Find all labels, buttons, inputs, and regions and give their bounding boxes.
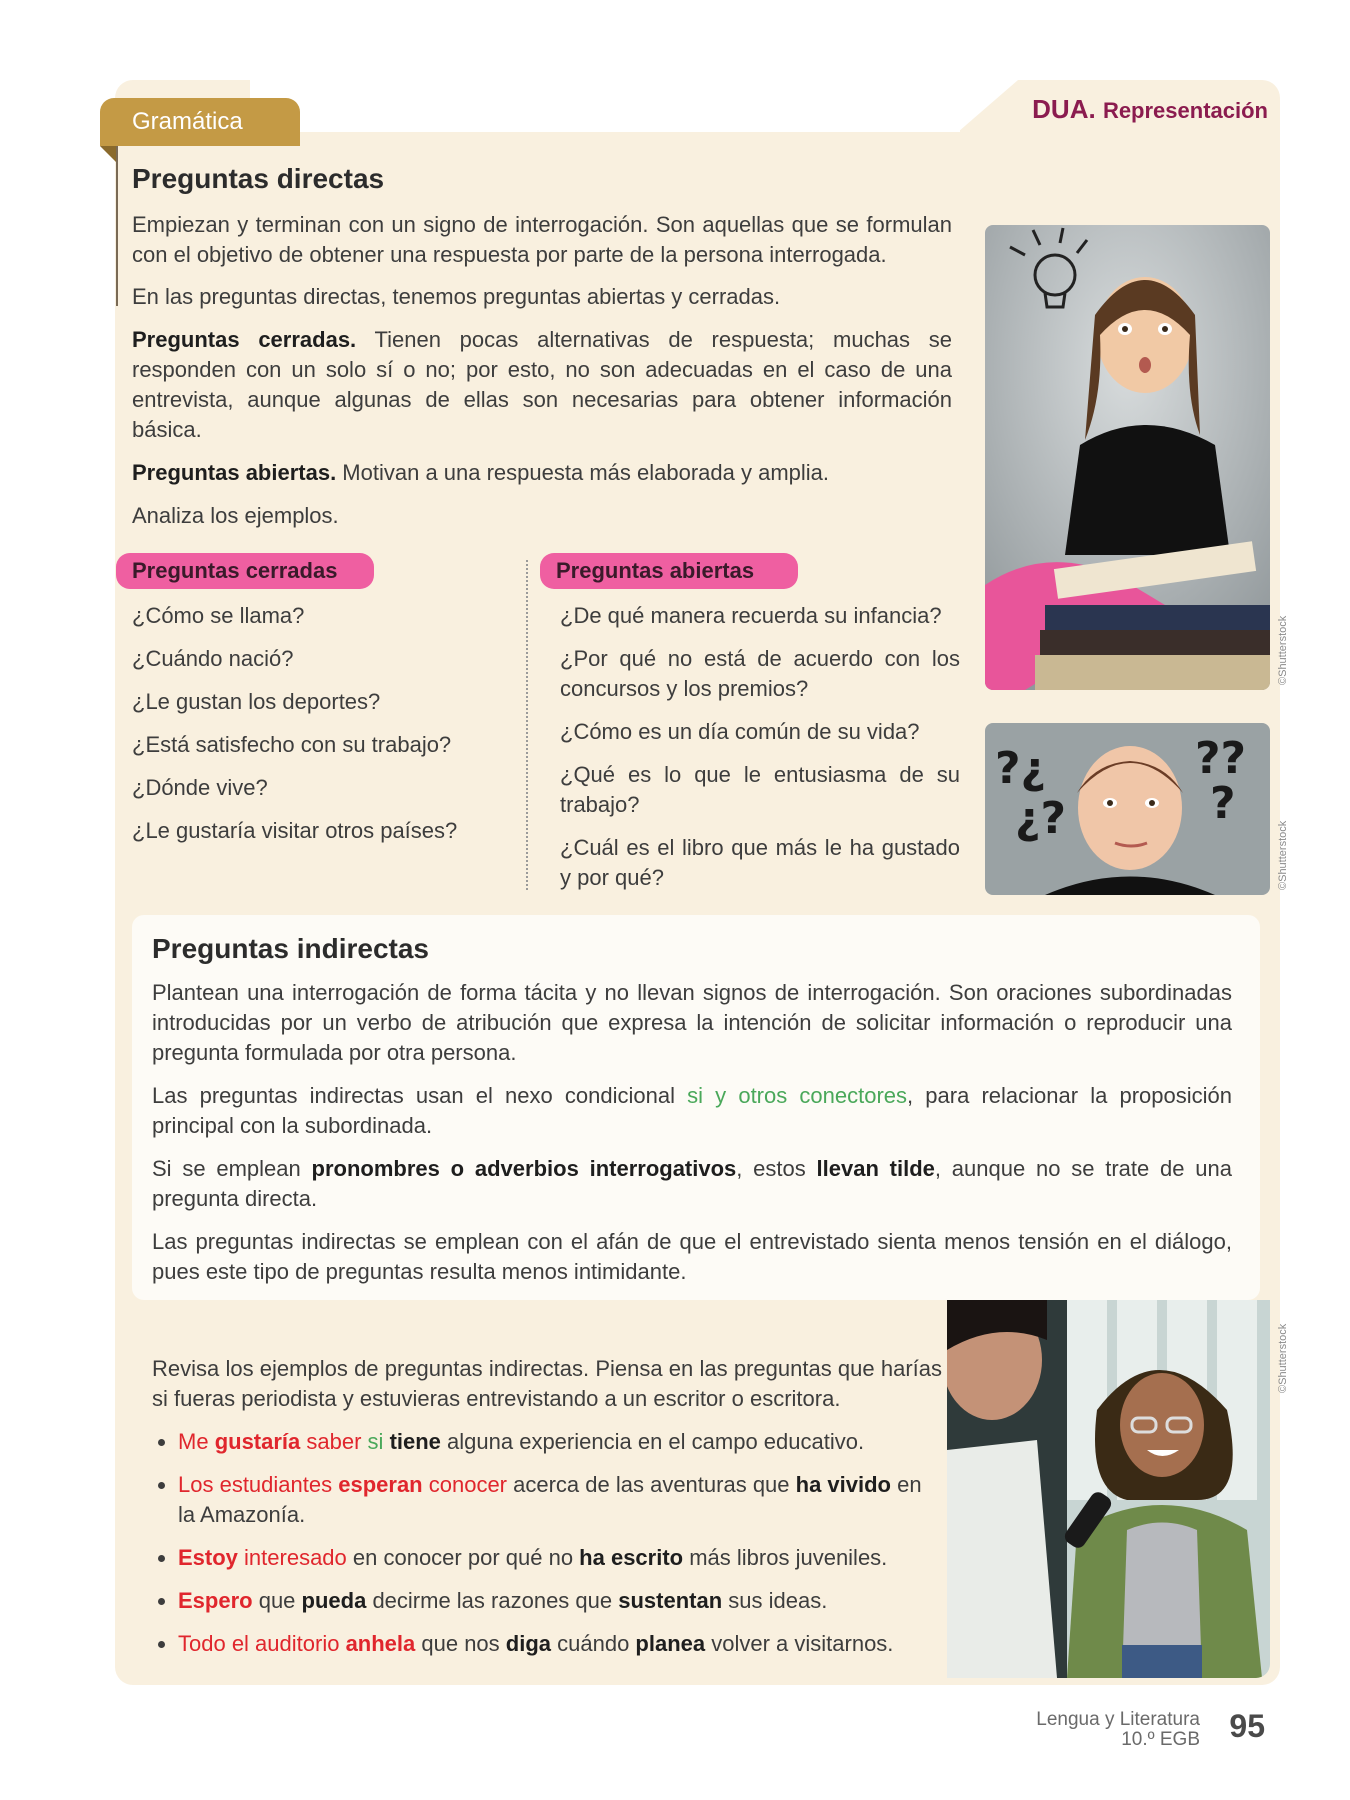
revisa-intro: Revisa los ejemplos de preguntas indirectas. Piensa en las preguntas que harías si fueras periodista y estuvieras entrevistando a un escritor o escritora. [152,1356,942,1411]
ex2-seg: acerca de las aventuras que [507,1472,796,1497]
ex4-seg: pueda [301,1588,367,1613]
ex1-seg: tiene [389,1429,441,1454]
open-question-item: ¿De qué manera recuerda su infancia? [560,603,942,628]
dotted-separator [526,560,528,890]
cerradas-text: Tienen pocas alternativas de respuesta; muchas se responden con un solo sí o no; por esto, no son adecuadas en el caso de una entrevista, aunque algunas de ellas son necesarias para obtener información básica. [132,327,953,442]
closed-question-item: ¿Está satisfecho con su trabajo? [132,732,452,757]
dua-bold: DUA. [1032,94,1096,124]
indirectas-p1: Plantean una interrogación de forma tácita y no llevan signos de interrogación. Son oraciones subordinadas introducidas por un verbo de atribución que expresa la intención de solicitar información o reproducir una pregunta formulada por otra persona. [152,980,1232,1065]
ex4-seg: sustentan [618,1588,723,1613]
directas-p1: Empiezan y terminan con un signo de interrogación. Son aquellas que se formulan con el objetivo de obtener una respuesta por parte de la persona interrogada. [132,212,952,267]
ex5-seg: que nos [415,1631,506,1656]
abiertas-text: Motivan a una respuesta más elaborada y amplia. [336,460,830,485]
ex5-seg: planea [635,1631,706,1656]
directas-p2: En las preguntas directas, tenemos preguntas abiertas y cerradas. [132,284,781,309]
dua-label [1032,94,1268,125]
closed-question-item: ¿Le gustan los deportes? [132,689,381,714]
closed-questions-pill: Preguntas cerradas [116,553,374,589]
ex1-seg: si [367,1429,384,1454]
ex1-seg: saber [300,1429,368,1454]
indirectas-title: Preguntas indirectas [152,933,429,964]
svg-text:?¿: ?¿ [995,743,1047,794]
example-item [178,1470,932,1530]
p3-bold2: llevan tilde [816,1156,935,1181]
ex3-seg: ha escrito [579,1545,684,1570]
open-questions-pill: Preguntas abiertas [540,553,798,589]
ex3-seg: interesado [237,1545,347,1570]
interview-image [947,1300,1270,1678]
closed-question-item: ¿Cuándo nació? [132,646,294,671]
ex4-seg: que [252,1588,302,1613]
girl-lightbulb-photo [985,225,1270,690]
ex2-seg: en la Amazonía. [178,1472,922,1527]
p3-mid: , estos [736,1156,817,1181]
ex3-seg: en conocer por qué no [346,1545,580,1570]
ex5-seg: cuándo [551,1631,636,1656]
ex2-seg: esperan [338,1472,423,1497]
footer-subject: Lengua y Literatura [1036,1709,1200,1730]
indirectas-p4: Las preguntas indirectas se emplean con el afán de que el entrevistado sienta menos tensión en el diálogo, pues este tipo de preguntas resulta menos intimidante. [152,1229,1232,1284]
ex2-seg: Los estudiantes [178,1472,339,1497]
cerradas-paragraph [132,325,952,445]
open-question-item: ¿Qué es lo que le entusiasma de su trabajo? [560,762,960,817]
credit-photo-3: ©Shutterstock [1277,1323,1289,1393]
ex3-seg: más libros juveniles. [683,1545,888,1570]
ex5-seg: Todo el auditorio [178,1631,346,1656]
ex1-seg: alguna experiencia en el campo educativo. [440,1429,865,1454]
p3-bold1: pronombres o adverbios interrogativos [311,1156,737,1181]
abiertas-label: Preguntas abiertas. [132,460,337,485]
p3-end: , aunque no se trate de una pregunta directa. [152,1156,1232,1211]
interview-photo [947,1300,1270,1678]
open-questions-list [560,601,960,906]
ex1-seg: gustaría [214,1429,301,1454]
ex3-seg: Estoy [178,1545,238,1570]
p2-end: , para relacionar la proposición principal con la subordinada. [152,1083,1233,1138]
directas-title: Preguntas directas [132,163,385,194]
top-strip [250,80,960,132]
girl-lightbulb-image [985,225,1270,690]
section-rule [116,146,118,306]
p2-start: Las preguntas indirectas usan el nexo condicional [152,1083,688,1108]
tab-fold [100,146,116,162]
ex4-seg: decirme las razones que [366,1588,619,1613]
footer-grade: 10.º EGB [1121,1729,1200,1750]
ex5-seg: diga [505,1631,552,1656]
ex1-seg: Me [178,1429,215,1454]
closed-questions-list [132,601,512,859]
p3-start: Si se emplean [152,1156,312,1181]
open-question-item: ¿Por qué no está de acuerdo con los concursos y los premios? [560,646,960,701]
abiertas-paragraph [132,458,952,488]
ex5-seg: anhela [345,1631,416,1656]
example-item [178,1543,932,1573]
section-tab: Gramática [100,98,300,146]
girl-questions-photo [985,723,1270,895]
indirectas-p2 [152,1081,1232,1141]
ex4-seg: Espero [178,1588,253,1613]
cerradas-label: Preguntas cerradas. [132,327,357,352]
ex2-seg: conocer [422,1472,508,1497]
ex2-seg: ha vivido [795,1472,891,1497]
dua-rest: Representación [1102,98,1268,123]
ex4-seg: sus ideas. [722,1588,828,1613]
svg-text:¿?: ¿? [1015,793,1067,844]
page-number: 95 [1229,1708,1265,1744]
example-item [178,1629,932,1659]
closed-question-item: ¿Cómo se llama? [132,603,305,628]
p2-connectors: si y otros conectores [687,1083,908,1108]
indirect-examples-list [152,1427,932,1672]
example-item [178,1427,932,1457]
footer-book [1036,1710,1200,1750]
ex5-seg: volver a visitarnos. [705,1631,894,1656]
svg-text:?: ? [1210,778,1236,829]
open-question-item: ¿Cuál es el libro que más le ha gustado y por qué? [560,835,960,890]
example-item [178,1586,932,1616]
credit-photo-1: ©Shutterstock [1277,615,1289,685]
credit-photo-2: ©Shutterstock [1277,820,1289,890]
closed-question-item: ¿Le gustaría visitar otros países? [132,818,458,843]
indirectas-p3 [152,1154,1232,1214]
svg-text:??: ?? [1195,733,1247,784]
open-question-item: ¿Cómo es un día común de su vida? [560,719,920,744]
closed-question-item: ¿Dónde vive? [132,775,268,800]
girl-questions-image [985,723,1270,895]
analiza-text: Analiza los ejemplos. [132,503,339,528]
